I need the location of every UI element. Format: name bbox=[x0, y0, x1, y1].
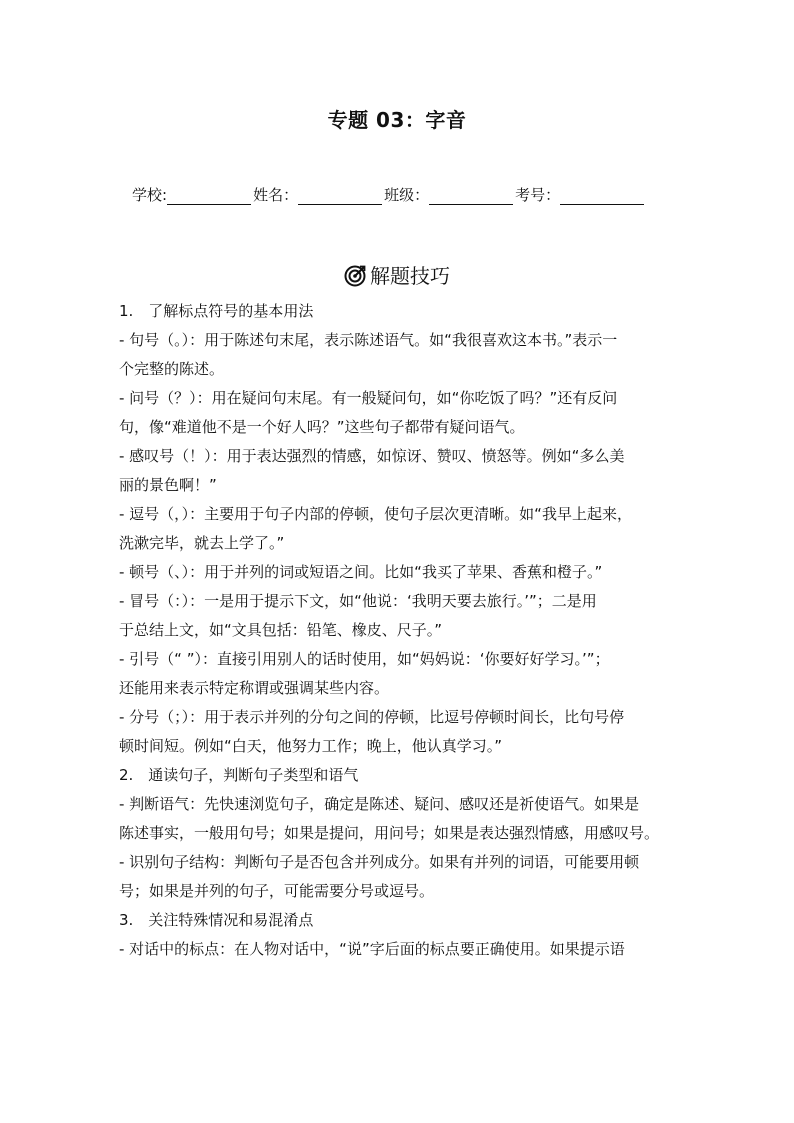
text-line: - 对话中的标点：在人物对话中，“说”字后面的标点要正确使用。如果提示语 bbox=[119, 940, 625, 958]
text-line: - 问号（？）：用在疑问句末尾。有一般疑问句，如“你吃饭了吗？”还有反问 bbox=[119, 389, 618, 407]
info-field-name bbox=[253, 184, 384, 205]
name-blank bbox=[298, 186, 382, 205]
info-label: 学校: bbox=[132, 186, 168, 204]
school-blank bbox=[167, 186, 251, 205]
text-line: - 顿号（、）：用于并列的词或短语之间。比如“我买了苹果、香蕉和橙子。” bbox=[119, 563, 603, 581]
info-field-class bbox=[384, 184, 515, 205]
text-line: 1. 了解标点符号的基本用法 bbox=[119, 302, 314, 320]
text-line: - 感叹号（！）：用于表达强烈的情感，如惊讶、赞叹、愤怒等。例如“多么美 bbox=[119, 447, 625, 465]
info-label: 班级： bbox=[384, 186, 430, 204]
text-line: - 分号（；）：用于表示并列的分句之间的停顿，比逗号停顿时间长，比句号停 bbox=[119, 708, 625, 726]
info-label: 姓名： bbox=[253, 186, 299, 204]
text-line: - 识别句子结构：判断句子是否包含并列成分。如果有并列的词语，可能要用顿 bbox=[119, 853, 640, 871]
text-line: - 逗号（，）：主要用于句子内部的停顿，使句子层次更清晰。如“我早上起来， bbox=[119, 505, 632, 523]
info-label: 考号： bbox=[515, 186, 561, 204]
text-line: 顿时间短。例如“白天，他努力工作；晚上，他认真学习。” bbox=[119, 737, 503, 755]
text-line: 3. 关注特殊情况和易混淆点 bbox=[119, 911, 314, 929]
section-header bbox=[0, 260, 794, 292]
text-line: 于总结上文，如“文具包括：铅笔、橡皮、尺子。” bbox=[119, 621, 443, 639]
text-line: 号；如果是并列的句子，可能需要分号或逗号。 bbox=[119, 882, 435, 900]
text-line: 2. 通读句子，判断句子类型和语气 bbox=[119, 766, 359, 784]
page-title: 专题 03：字音 bbox=[327, 108, 467, 132]
class-blank bbox=[429, 186, 513, 205]
text-line: 陈述事实，一般用句号；如果是提问，用问号；如果是表达强烈情感，用感叹号。 bbox=[119, 824, 660, 842]
text-line: 还能用来表示特定称谓或强调某些内容。 bbox=[119, 679, 390, 697]
text-line: - 引号（“ ”）：直接引用别人的话时使用，如“妈妈说：‘你要好好学习。’”； bbox=[119, 650, 610, 668]
student-info-row bbox=[132, 184, 692, 205]
exam-number-blank bbox=[560, 186, 644, 205]
text-line: 句，像“难道他不是一个好人吗？”这些句子都带有疑问语气。 bbox=[119, 418, 525, 436]
info-field-school bbox=[132, 184, 253, 205]
target-icon bbox=[344, 265, 366, 292]
text-line: 洗漱完毕，就去上学了。” bbox=[119, 534, 285, 552]
text-line: 个完整的陈述。 bbox=[119, 360, 225, 378]
text-line: 丽的景色啊！” bbox=[119, 476, 217, 494]
text-line: - 判断语气：先快速浏览句子，确定是陈述、疑问、感叹还是祈使语气。如果是 bbox=[119, 795, 640, 813]
text-line: - 句号（。）：用于陈述句末尾，表示陈述语气。如“我很喜欢这本书。”表示一 bbox=[119, 331, 618, 349]
section-title: 解题技巧 bbox=[370, 264, 450, 288]
body-text bbox=[119, 297, 677, 964]
info-field-exam-number bbox=[515, 184, 646, 205]
text-line: - 冒号（：）：一是用于提示下文，如“他说：‘我明天要去旅行。’”；二是用 bbox=[119, 592, 597, 610]
